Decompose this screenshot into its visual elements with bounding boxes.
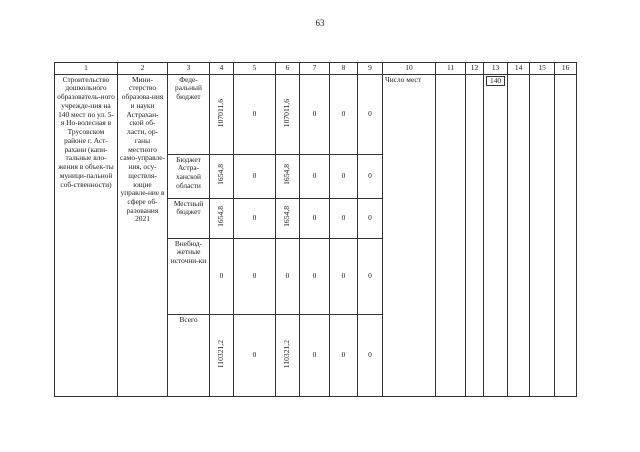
header-col-2: 2	[118, 63, 168, 75]
value-text: 0	[312, 212, 317, 222]
header-col-12: 12	[466, 63, 484, 75]
cell-value	[330, 198, 358, 238]
value-text: 0	[341, 170, 346, 180]
cell-value	[358, 314, 383, 396]
header-col-13: 13	[484, 63, 508, 75]
value-text: 0	[341, 349, 346, 359]
value-text: 107011,6	[282, 98, 292, 127]
cell-col-16	[555, 74, 577, 396]
funding-source: Феде-ральный бюджет	[168, 74, 210, 154]
header-row	[55, 63, 577, 75]
cell-value	[234, 238, 276, 314]
cell-value	[234, 74, 276, 154]
cell-value	[234, 198, 276, 238]
cell-value	[330, 238, 358, 314]
program-table	[54, 62, 577, 397]
cell-value	[276, 74, 300, 154]
cell-col-14	[508, 74, 530, 396]
value-text: 1654,8	[282, 164, 292, 186]
header-col-8: 8	[330, 63, 358, 75]
header-col-15: 15	[530, 63, 555, 75]
value-text: 0	[312, 270, 317, 280]
value-text: 0	[312, 170, 317, 180]
cell-value	[210, 238, 234, 314]
indicator-value: 140	[486, 76, 505, 87]
cell-value	[210, 154, 234, 198]
value-text: 0	[312, 108, 317, 118]
value-text: 110321,2	[216, 339, 226, 368]
header-col-3: 3	[168, 63, 210, 75]
header-col-14: 14	[508, 63, 530, 75]
value-text: 0	[252, 108, 257, 118]
funding-source: Бюджет Астра-ханской области	[168, 154, 210, 198]
value-text: 1654,8	[216, 206, 226, 228]
header-col-7: 7	[300, 63, 330, 75]
header-col-10: 10	[383, 63, 436, 75]
value-text: 0	[368, 349, 372, 359]
value-text: 0	[252, 170, 257, 180]
cell-value	[358, 198, 383, 238]
value-text: 0	[252, 349, 257, 359]
header-col-4: 4	[210, 63, 234, 75]
cell-value	[210, 314, 234, 396]
header-col-6: 6	[276, 63, 300, 75]
cell-value	[210, 198, 234, 238]
project-name: Строительство дошкольного образователь-ного учрежде-ния на 140 мест по ул. 5-я Но-волесная в Трусовском районе г. Аст-рахани (капи-тальные вло-жения в объек-ты муници-пальной соб-ственности)	[55, 74, 118, 396]
table-row	[55, 74, 577, 154]
value-text: 0	[341, 212, 346, 222]
indicator-value-cell	[484, 74, 508, 396]
cell-value	[276, 154, 300, 198]
cell-value	[276, 238, 300, 314]
cell-col-15	[530, 74, 555, 396]
cell-value	[330, 154, 358, 198]
value-text: 107011,6	[216, 98, 226, 127]
cell-value	[276, 314, 300, 396]
cell-value	[330, 74, 358, 154]
value-text: 0	[285, 270, 290, 280]
value-text: 0	[341, 108, 346, 118]
header-col-5: 5	[234, 63, 276, 75]
cell-col-12	[466, 74, 484, 396]
header-col-11: 11	[436, 63, 466, 75]
cell-value	[358, 74, 383, 154]
cell-value	[300, 74, 330, 154]
value-text: 0	[219, 270, 224, 280]
value-text: 0	[252, 212, 257, 222]
indicator-name: Число мест	[383, 74, 436, 396]
cell-value	[234, 154, 276, 198]
value-text: 1654,8	[216, 164, 226, 186]
value-text: 0	[252, 270, 257, 280]
value-text: 0	[368, 212, 372, 222]
header-col-9: 9	[358, 63, 383, 75]
value-text: 0	[341, 270, 346, 280]
cell-value	[300, 238, 330, 314]
header-col-1: 1	[55, 63, 118, 75]
funding-source: Внебюд-жетные источни-ки	[168, 238, 210, 314]
value-text: 110321,2	[282, 339, 292, 368]
cell-value	[330, 314, 358, 396]
responsible-body: Мини-стерство образова-ния и науки Астрахан-ской об-ласти, ор-ганы местного само-управле-ния, осу-ществля-ющие управле-ние в сфере об-разования 2021	[118, 74, 168, 396]
value-text: 0	[368, 270, 372, 280]
funding-source: Местный бюджет	[168, 198, 210, 238]
cell-value	[234, 314, 276, 396]
cell-value	[210, 74, 234, 154]
cell-col-11	[436, 74, 466, 396]
cell-value	[300, 314, 330, 396]
value-text: 1654,8	[282, 206, 292, 228]
page-number: 63	[315, 18, 325, 28]
cell-value	[358, 154, 383, 198]
value-text: 0	[368, 170, 372, 180]
cell-value	[300, 198, 330, 238]
cell-value	[276, 198, 300, 238]
value-text: 0	[368, 108, 372, 118]
value-text: 0	[312, 349, 317, 359]
cell-value	[358, 238, 383, 314]
header-col-16: 16	[555, 63, 577, 75]
cell-value	[300, 154, 330, 198]
funding-source: Всего	[168, 314, 210, 396]
